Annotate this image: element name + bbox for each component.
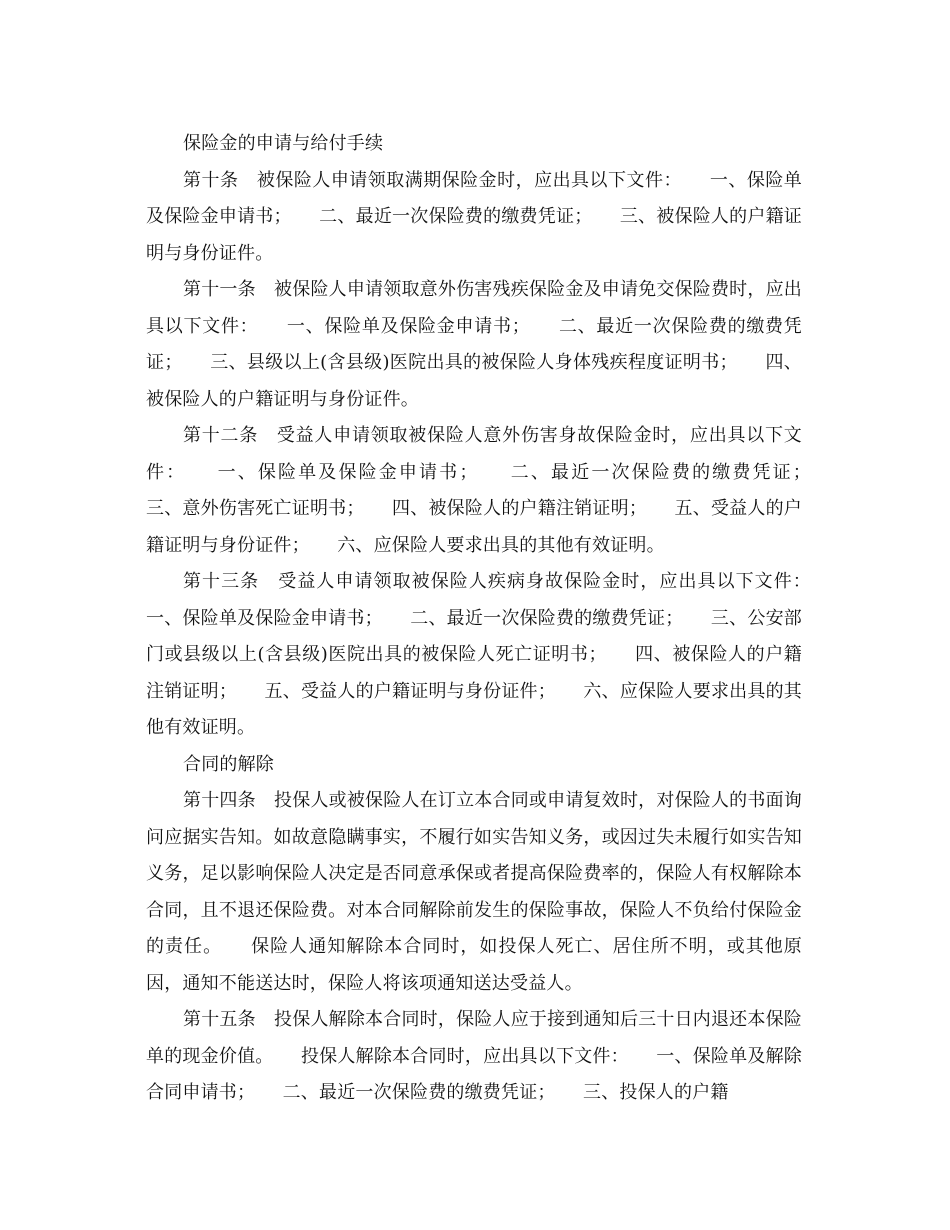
- article-13: 第十三条 受益人申请领取被保险人疾病身故保险金时，应出具以下文件： 一、保险单及保险金申请书； 二、最近一次保险费的缴费凭证； 三、公安部门或县级以上(含县级)医院出具的被保险人死亡证明书； 四、被保险人的户籍注销证明； 五、受益人的户籍证明与身份证件； 六、应保险人要求出具的其他有效证明。: [146, 571, 839, 738]
- article-11: 第十一条 被保险人申请领取意外伤害残疾保险金及申请免交保险费时，应出具以下文件： 一、保险单及保险金申请书； 二、最近一次保险费的缴费凭证； 三、县级以上(含县级)医院出具的被保险人身体残疾程度证明书； 四、被保险人的户籍证明与身份证件。: [146, 279, 802, 410]
- article-12: 第十二条 受益人申请领取被保险人意外伤害身故保险金时，应出具以下文件： 一、保险单及保险金申请书； 二、最近一次保险费的缴费凭证； 三、意外伤害死亡证明书； 四、被保险人的户籍注销证明； 五、受益人的户籍证明与身份证件； 六、应保险人要求出具的其他有效证明。: [146, 425, 839, 556]
- document-body: [146, 126, 839, 1112]
- article-14: 第十四条 投保人或被保险人在订立本合同或申请复效时，对保险人的书面询问应据实告知。如故意隐瞒事实，不履行如实告知义务，或因过失未履行如实告知义务，足以影响保险人决定是否同意承保或者提高保险费率的，保险人有权解除本合同，且不退还保险费。对本合同解除前发生的保险事故，保险人不负给付保险金的责任。 保险人通知解除本合同时，如投保人死亡、居住所不明，或其他原因，通知不能送达时，保险人将该项通知送达受益人。: [146, 790, 802, 994]
- article-15: 第十五条 投保人解除本合同时，保险人应于接到通知后三十日内退还本保险单的现金价值。 投保人解除本合同时，应出具以下文件： 一、保险单及解除合同申请书； 二、最近一次保险费的缴费凭证； 三、投保人的户籍: [146, 1009, 802, 1103]
- section-heading-termination: 合同的解除: [183, 753, 274, 775]
- section-heading-claims: 保险金的申请与给付手续: [183, 133, 384, 154]
- article-10: 第十条 被保险人申请领取满期保险金时，应出具以下文件： 一、保险单及保险金申请书； 二、最近一次保险费的缴费凭证； 三、被保险人的户籍证明与身份证件。: [146, 169, 802, 264]
